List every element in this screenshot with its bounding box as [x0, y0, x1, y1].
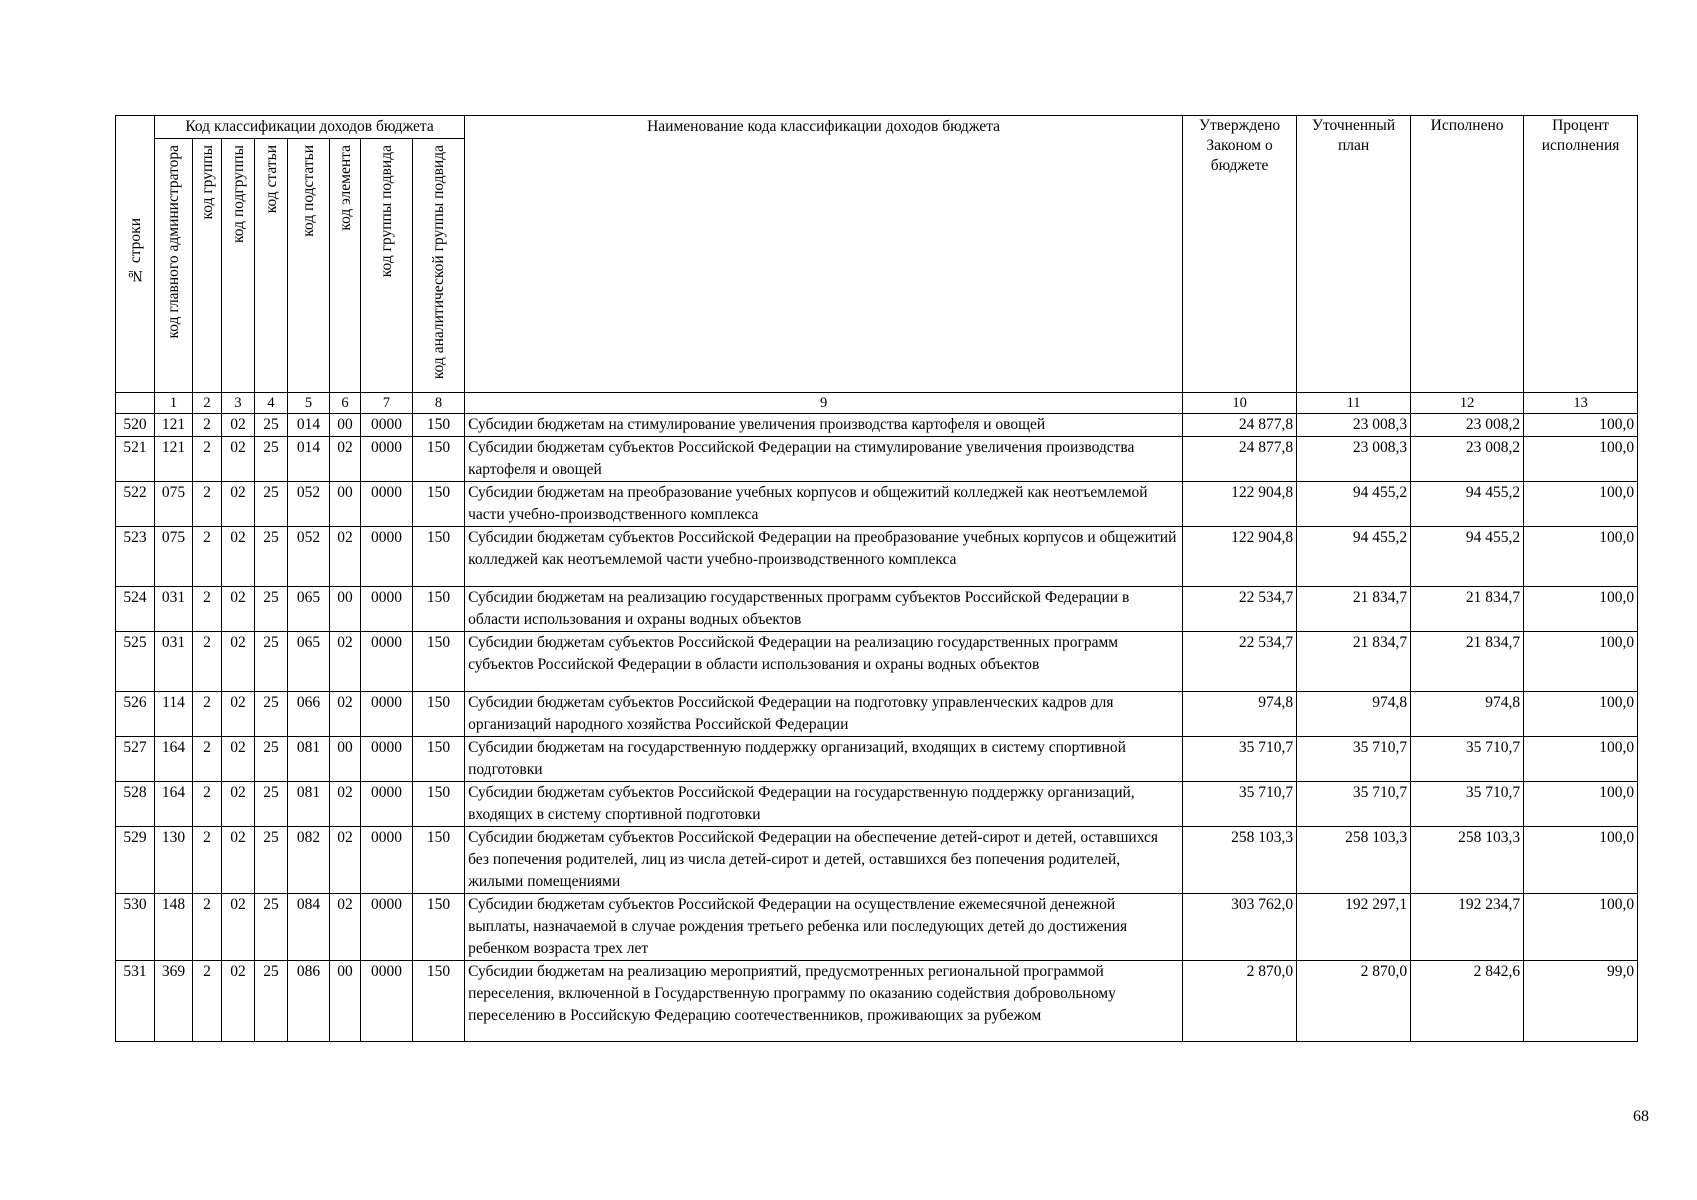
- refined-amount: 23 008,3: [1297, 437, 1411, 482]
- approved-amount: 35 710,7: [1183, 782, 1297, 827]
- code-article: 25: [255, 737, 288, 782]
- column-number: 12: [1411, 393, 1524, 414]
- refined-amount: 94 455,2: [1297, 482, 1411, 527]
- code-analytic-group: 150: [413, 827, 465, 894]
- code-subgroup: 02: [222, 414, 255, 437]
- executed-amount: 23 008,2: [1411, 437, 1524, 482]
- code-subarticle: 014: [288, 414, 330, 437]
- code-group: 2: [193, 527, 222, 587]
- header-refined-plan: Уточненный план: [1297, 116, 1411, 393]
- code-subtype-group: 0000: [361, 527, 413, 587]
- column-number: 10: [1183, 393, 1297, 414]
- table-row: [116, 692, 1638, 737]
- row-number: 522: [116, 482, 155, 527]
- executed-amount: 258 103,3: [1411, 827, 1524, 894]
- table-row: [116, 827, 1638, 894]
- refined-amount: 258 103,3: [1297, 827, 1411, 894]
- execution-percent: 100,0: [1524, 782, 1638, 827]
- code-analytic-group: 150: [413, 737, 465, 782]
- execution-percent: 100,0: [1524, 894, 1638, 961]
- code-admin: 075: [155, 482, 193, 527]
- code-group: 2: [193, 414, 222, 437]
- code-analytic-group: 150: [413, 894, 465, 961]
- code-element: 00: [330, 482, 361, 527]
- code-analytic-group: 150: [413, 587, 465, 632]
- code-subgroup: 02: [222, 782, 255, 827]
- refined-amount: 974,8: [1297, 692, 1411, 737]
- code-element: 02: [330, 527, 361, 587]
- executed-amount: 21 834,7: [1411, 632, 1524, 692]
- column-number: 6: [330, 393, 361, 414]
- code-subarticle: 082: [288, 827, 330, 894]
- code-analytic-group: 150: [413, 632, 465, 692]
- budget-revenue-table: [115, 115, 1638, 1042]
- code-analytic-group: 150: [413, 414, 465, 437]
- code-subtype-group: 0000: [361, 587, 413, 632]
- refined-amount: 94 455,2: [1297, 527, 1411, 587]
- code-group: 2: [193, 961, 222, 1042]
- refined-amount: 21 834,7: [1297, 587, 1411, 632]
- table-row: [116, 961, 1638, 1042]
- code-analytic-group: 150: [413, 692, 465, 737]
- column-number-empty: [116, 393, 155, 414]
- refined-amount: 23 008,3: [1297, 414, 1411, 437]
- code-element: 02: [330, 894, 361, 961]
- column-number: 9: [465, 393, 1183, 414]
- row-number: 528: [116, 782, 155, 827]
- execution-percent: 100,0: [1524, 587, 1638, 632]
- code-article: 25: [255, 632, 288, 692]
- code-article: 25: [255, 527, 288, 587]
- revenue-name: Субсидии бюджетам субъектов Российской Федерации на реализацию государственных программ субъектов Российской Федерации в области использования и охраны водных объектов: [465, 632, 1183, 692]
- code-group: 2: [193, 692, 222, 737]
- revenue-name: Субсидии бюджетам субъектов Российской Федерации на обеспечение детей-сирот и детей, оставшихся без попечения родителей, лиц из числа детей-сирот и детей, оставшихся без попечения родителей, жилыми помещениями: [465, 827, 1183, 894]
- approved-amount: 122 904,8: [1183, 482, 1297, 527]
- code-group: 2: [193, 632, 222, 692]
- row-number: 527: [116, 737, 155, 782]
- code-admin: 164: [155, 737, 193, 782]
- execution-percent: 100,0: [1524, 437, 1638, 482]
- code-element: 02: [330, 632, 361, 692]
- row-number: 526: [116, 692, 155, 737]
- code-admin: 121: [155, 414, 193, 437]
- code-subtype-group: 0000: [361, 961, 413, 1042]
- execution-percent: 100,0: [1524, 827, 1638, 894]
- code-subtype-group: 0000: [361, 437, 413, 482]
- approved-amount: 974,8: [1183, 692, 1297, 737]
- executed-amount: 974,8: [1411, 692, 1524, 737]
- code-subtype-group: 0000: [361, 482, 413, 527]
- code-analytic-group: 150: [413, 482, 465, 527]
- executed-amount: 35 710,7: [1411, 782, 1524, 827]
- approved-amount: 122 904,8: [1183, 527, 1297, 587]
- executed-amount: 2 842,6: [1411, 961, 1524, 1042]
- table-row: [116, 527, 1638, 587]
- code-admin: 031: [155, 587, 193, 632]
- code-subgroup: 02: [222, 692, 255, 737]
- revenue-name: Субсидии бюджетам на реализацию мероприятий, предусмотренных региональной программой переселения, включенной в Государственную программу по оказанию содействия добровольному переселению в Российскую Федерацию соотечественников, проживающих за рубежом: [465, 961, 1183, 1042]
- code-analytic-group: 150: [413, 527, 465, 587]
- code-element: 00: [330, 737, 361, 782]
- code-subarticle: 081: [288, 737, 330, 782]
- code-subgroup: 02: [222, 527, 255, 587]
- row-number: 525: [116, 632, 155, 692]
- code-subtype-group: 0000: [361, 782, 413, 827]
- approved-amount: 35 710,7: [1183, 737, 1297, 782]
- table-row: [116, 632, 1638, 692]
- column-number: 1: [155, 393, 193, 414]
- revenue-name: Субсидии бюджетам на реализацию государственных программ субъектов Российской Федерации в области использования и охраны водных объектов: [465, 587, 1183, 632]
- code-group: 2: [193, 587, 222, 632]
- table-row: [116, 782, 1638, 827]
- refined-amount: 2 870,0: [1297, 961, 1411, 1042]
- code-group: 2: [193, 737, 222, 782]
- code-subtype-group: 0000: [361, 894, 413, 961]
- column-number: 7: [361, 393, 413, 414]
- header-code-subtype-group: код группы подвида: [361, 139, 413, 393]
- code-article: 25: [255, 587, 288, 632]
- column-number: 8: [413, 393, 465, 414]
- revenue-name: Субсидии бюджетам на стимулирование увеличения производства картофеля и овощей: [465, 414, 1183, 437]
- code-element: 02: [330, 437, 361, 482]
- column-number: 2: [193, 393, 222, 414]
- revenue-name: Субсидии бюджетам на государственную поддержку организаций, входящих в систему спортивной подготовки: [465, 737, 1183, 782]
- header-executed: Исполнено: [1411, 116, 1524, 393]
- code-article: 25: [255, 961, 288, 1042]
- code-subarticle: 081: [288, 782, 330, 827]
- code-group: 2: [193, 437, 222, 482]
- code-article: 25: [255, 894, 288, 961]
- code-subgroup: 02: [222, 587, 255, 632]
- refined-amount: 21 834,7: [1297, 632, 1411, 692]
- code-group: 2: [193, 782, 222, 827]
- table-row: [116, 482, 1638, 527]
- executed-amount: 94 455,2: [1411, 527, 1524, 587]
- execution-percent: 100,0: [1524, 632, 1638, 692]
- approved-amount: 258 103,3: [1183, 827, 1297, 894]
- table-row: [116, 437, 1638, 482]
- header-classification-code: Код классификации доходов бюджета: [155, 116, 465, 139]
- code-subarticle: 066: [288, 692, 330, 737]
- code-subgroup: 02: [222, 437, 255, 482]
- column-number: 4: [255, 393, 288, 414]
- execution-percent: 99,0: [1524, 961, 1638, 1042]
- revenue-name: Субсидии бюджетам субъектов Российской Федерации на преобразование учебных корпусов и общежитий колледжей как неотъемлемой части учебно-производственного комплекса: [465, 527, 1183, 587]
- column-number: 13: [1524, 393, 1638, 414]
- table-row: [116, 587, 1638, 632]
- code-subgroup: 02: [222, 827, 255, 894]
- code-subgroup: 02: [222, 961, 255, 1042]
- code-admin: 031: [155, 632, 193, 692]
- refined-amount: 35 710,7: [1297, 737, 1411, 782]
- code-article: 25: [255, 414, 288, 437]
- revenue-name: Субсидии бюджетам субъектов Российской Федерации на подготовку управленческих кадров для организаций народного хозяйства Российской Федерации: [465, 692, 1183, 737]
- code-subtype-group: 0000: [361, 827, 413, 894]
- header-code-subgroup: код подгруппы: [222, 139, 255, 393]
- header-code-element: код элемента: [330, 139, 361, 393]
- code-subtype-group: 0000: [361, 692, 413, 737]
- table-row: [116, 414, 1638, 437]
- revenue-name: Субсидии бюджетам субъектов Российской Федерации на государственную поддержку организаций, входящих в систему спортивной подготовки: [465, 782, 1183, 827]
- executed-amount: 23 008,2: [1411, 414, 1524, 437]
- row-number: 530: [116, 894, 155, 961]
- column-numbers-row: [116, 393, 1638, 414]
- code-element: 02: [330, 692, 361, 737]
- header-code-admin: код главного администратора: [155, 139, 193, 393]
- header-name: Наименование кода классификации доходов бюджета: [465, 116, 1183, 393]
- code-admin: 075: [155, 527, 193, 587]
- column-number: 3: [222, 393, 255, 414]
- revenue-name: Субсидии бюджетам субъектов Российской Федерации на осуществление ежемесячной денежной выплаты, назначаемой в случае рождения третьего ребенка или последующих детей до достижения ребенком возраста трех лет: [465, 894, 1183, 961]
- code-article: 25: [255, 827, 288, 894]
- executed-amount: 35 710,7: [1411, 737, 1524, 782]
- code-group: 2: [193, 894, 222, 961]
- code-analytic-group: 150: [413, 782, 465, 827]
- approved-amount: 22 534,7: [1183, 632, 1297, 692]
- header-percent: Процент исполнения: [1524, 116, 1638, 393]
- code-admin: 130: [155, 827, 193, 894]
- header-row-number: № строки: [116, 116, 155, 393]
- code-article: 25: [255, 782, 288, 827]
- row-number: 524: [116, 587, 155, 632]
- code-subarticle: 052: [288, 482, 330, 527]
- approved-amount: 2 870,0: [1183, 961, 1297, 1042]
- row-number: 521: [116, 437, 155, 482]
- table-row: [116, 894, 1638, 961]
- header-approved: Утверждено Законом о бюджете: [1183, 116, 1297, 393]
- code-subarticle: 065: [288, 632, 330, 692]
- execution-percent: 100,0: [1524, 527, 1638, 587]
- refined-amount: 35 710,7: [1297, 782, 1411, 827]
- code-article: 25: [255, 437, 288, 482]
- code-element: 00: [330, 414, 361, 437]
- header-row-group: [116, 116, 1638, 139]
- code-analytic-group: 150: [413, 437, 465, 482]
- row-number: 523: [116, 527, 155, 587]
- row-number: 520: [116, 414, 155, 437]
- table-body: [116, 414, 1638, 1042]
- code-subgroup: 02: [222, 894, 255, 961]
- revenue-name: Субсидии бюджетам субъектов Российской Федерации на стимулирование увеличения производства картофеля и овощей: [465, 437, 1183, 482]
- code-subgroup: 02: [222, 632, 255, 692]
- code-article: 25: [255, 482, 288, 527]
- row-number: 529: [116, 827, 155, 894]
- approved-amount: 24 877,8: [1183, 437, 1297, 482]
- header-code-subarticle: код подстатьи: [288, 139, 330, 393]
- code-analytic-group: 150: [413, 961, 465, 1042]
- code-admin: 164: [155, 782, 193, 827]
- code-admin: 114: [155, 692, 193, 737]
- code-admin: 121: [155, 437, 193, 482]
- code-admin: 369: [155, 961, 193, 1042]
- code-subarticle: 084: [288, 894, 330, 961]
- refined-amount: 192 297,1: [1297, 894, 1411, 961]
- approved-amount: 22 534,7: [1183, 587, 1297, 632]
- header-code-article: код статьи: [255, 139, 288, 393]
- code-group: 2: [193, 827, 222, 894]
- header-code-group: код группы: [193, 139, 222, 393]
- code-subarticle: 014: [288, 437, 330, 482]
- code-element: 02: [330, 782, 361, 827]
- page-number: 68: [1633, 1108, 1649, 1125]
- code-subtype-group: 0000: [361, 737, 413, 782]
- column-number: 11: [1297, 393, 1411, 414]
- code-element: 00: [330, 961, 361, 1042]
- code-subgroup: 02: [222, 737, 255, 782]
- header-code-analytic-group: код аналитической группы подвида: [413, 139, 465, 393]
- approved-amount: 303 762,0: [1183, 894, 1297, 961]
- code-subarticle: 086: [288, 961, 330, 1042]
- execution-percent: 100,0: [1524, 482, 1638, 527]
- code-element: 00: [330, 587, 361, 632]
- code-element: 02: [330, 827, 361, 894]
- code-admin: 148: [155, 894, 193, 961]
- executed-amount: 94 455,2: [1411, 482, 1524, 527]
- code-article: 25: [255, 692, 288, 737]
- executed-amount: 192 234,7: [1411, 894, 1524, 961]
- execution-percent: 100,0: [1524, 414, 1638, 437]
- execution-percent: 100,0: [1524, 692, 1638, 737]
- code-subarticle: 065: [288, 587, 330, 632]
- code-subtype-group: 0000: [361, 414, 413, 437]
- code-group: 2: [193, 482, 222, 527]
- code-subarticle: 052: [288, 527, 330, 587]
- execution-percent: 100,0: [1524, 737, 1638, 782]
- executed-amount: 21 834,7: [1411, 587, 1524, 632]
- column-number: 5: [288, 393, 330, 414]
- code-subgroup: 02: [222, 482, 255, 527]
- approved-amount: 24 877,8: [1183, 414, 1297, 437]
- row-number: 531: [116, 961, 155, 1042]
- revenue-name: Субсидии бюджетам на преобразование учебных корпусов и общежитий колледжей как неотъемлемой части учебно-производственного комплекса: [465, 482, 1183, 527]
- code-subtype-group: 0000: [361, 632, 413, 692]
- table-row: [116, 737, 1638, 782]
